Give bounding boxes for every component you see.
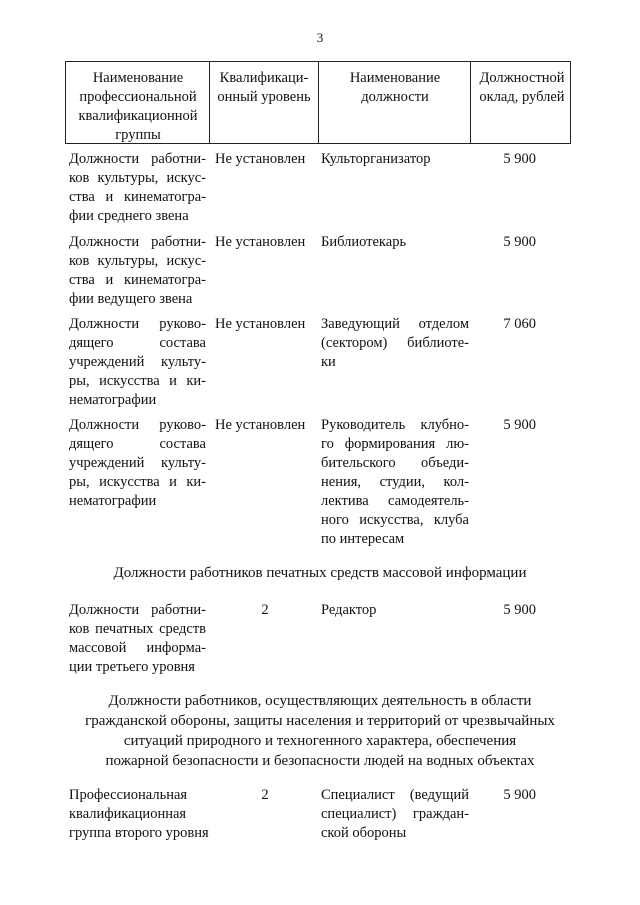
- section-title-print-media: Должности работников печатных средств массовой информации: [113, 565, 527, 581]
- table-row-3-group: Должности руково- дящего состава учреждений культу- ры, искусства и ки- нематографии: [69, 316, 206, 408]
- table-row-3-position: Заведующий отделом (сектором) библиоте- ки: [321, 316, 469, 370]
- table-row-4-salary: 5 900: [503, 417, 536, 433]
- table-row-2-position: Библиотекарь: [321, 234, 407, 250]
- table-row-4-position: Руководитель клубно- го формирования лю- бительского объеди- нения, студии, кол- лектива самодеятель- ного искусства, клуба по интересам: [321, 417, 469, 547]
- table-row-2-level: Не установлен: [215, 234, 306, 250]
- table-row-1-level: Не установлен: [215, 151, 306, 167]
- section2-row-position: Редактор: [321, 602, 377, 618]
- page-number: 3: [316, 30, 324, 45]
- table-row-2-group: Должности работни- ков культуры, искус- ства и кинематогра- фии ведущего звена: [69, 234, 206, 307]
- table-header: [65, 61, 571, 144]
- section3-row-position: Специалист (ведущий специалист) граждан- ской обороны: [321, 787, 469, 841]
- table-row-1-salary: 5 900: [503, 151, 536, 167]
- header-position-name: Наименование должности: [349, 70, 441, 105]
- section2-row-group: Должности работни- ков печатных средств массовой информа- ции третьего уровня: [69, 602, 206, 675]
- header-salary: Должностной оклад, рублей: [479, 70, 565, 105]
- table-row-2-salary: 5 900: [503, 234, 536, 250]
- section2-row-salary: 5 900: [503, 602, 536, 618]
- table-row-1-position: Культорганизатор: [321, 151, 431, 167]
- table-row-4-level: Не установлен: [215, 417, 306, 433]
- section3-row-level: 2: [261, 787, 269, 803]
- table-row-1-group: Должности работни- ков культуры, искус- ства и кинематогра- фии среднего звена: [69, 151, 206, 224]
- table-row-3-level: Не установлен: [215, 316, 306, 332]
- header-group-name: Наименование профессиональной квалификационной группы: [78, 70, 198, 143]
- section-title-civil-defense: Должности работников, осуществляющих деятельность в области гражданской обороны, защиты населения и территорий от чрезвычайных ситуаций природного и техногенного характера, обеспечения пожарной безопасности и безопасности людей на водных объектах: [85, 693, 555, 769]
- table-row-3-salary: 7 060: [503, 316, 536, 332]
- section2-row-level: 2: [261, 602, 269, 618]
- section3-row-salary: 5 900: [503, 787, 536, 803]
- table-row-4-group: Должности руково- дящего состава учреждений культу- ры, искусства и ки- нематографии: [69, 417, 206, 509]
- header-qualification-level: Квалификаци-онный уровень: [217, 70, 311, 105]
- section3-row-group: Профессиональная квалификационная группа второго уровня: [69, 787, 209, 841]
